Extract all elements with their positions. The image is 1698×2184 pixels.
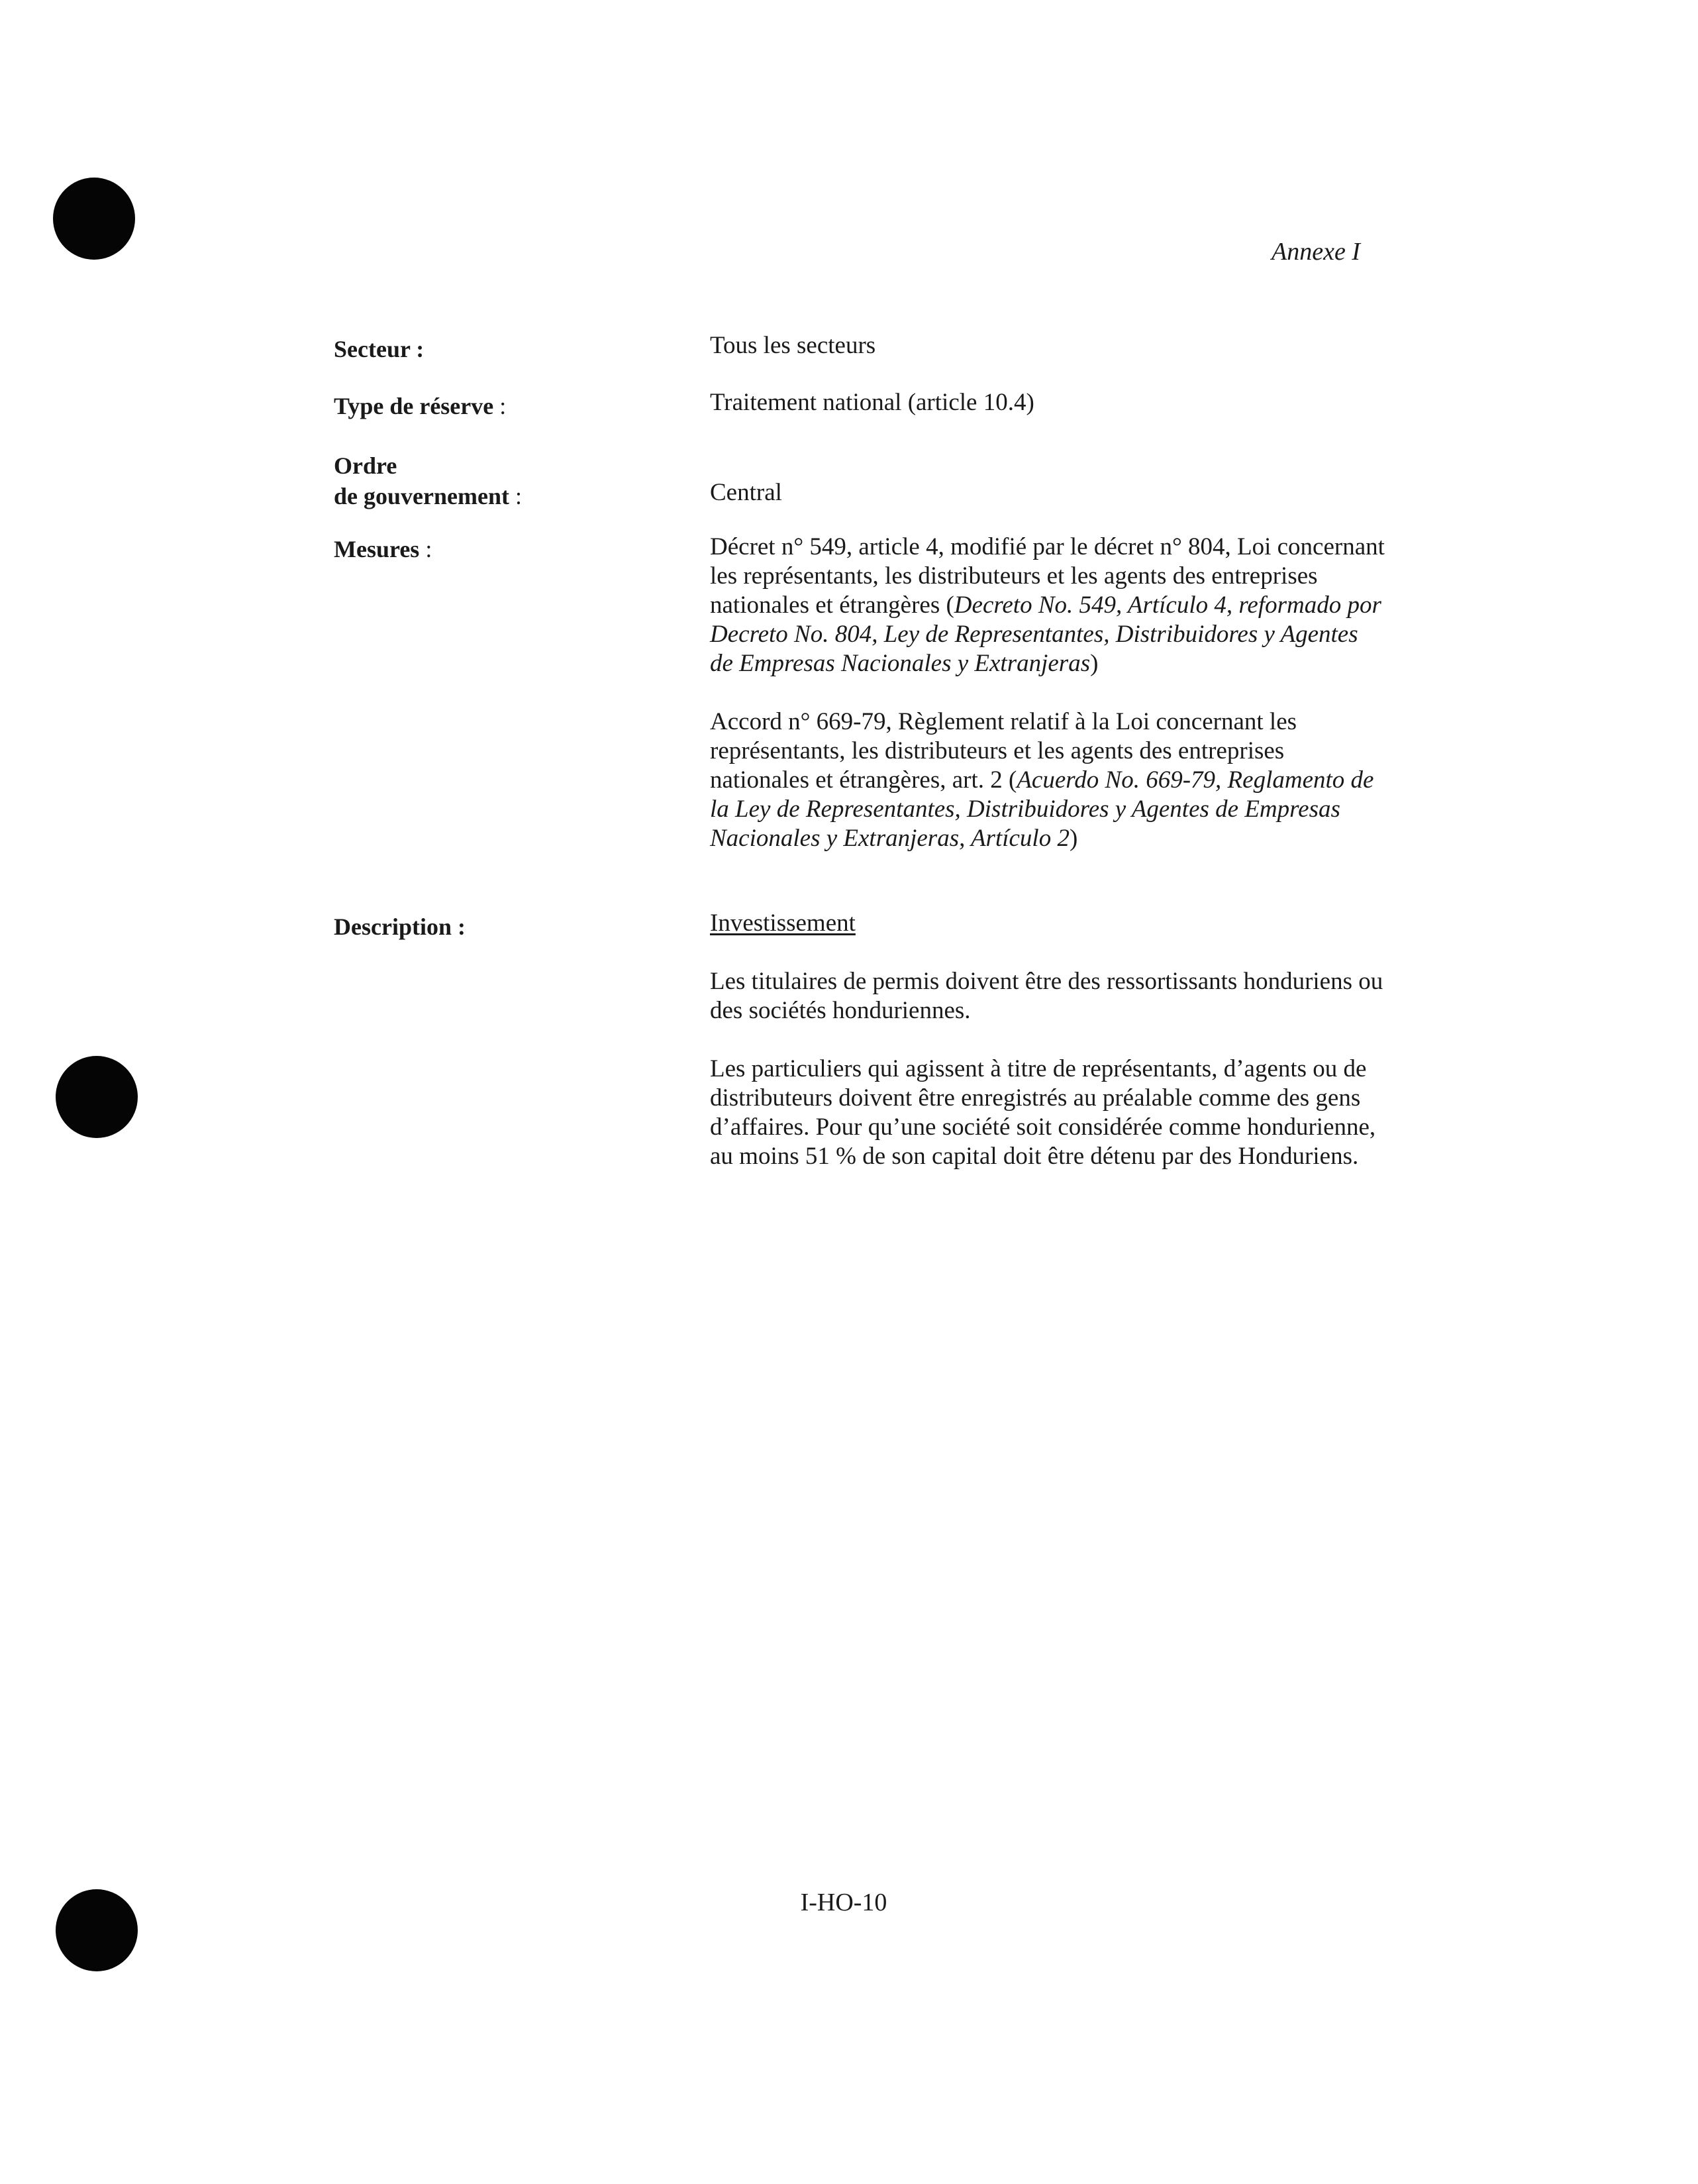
annex-header: Annexe I (1272, 238, 1360, 266)
ordre-label (334, 450, 665, 511)
ordre-label-line1: Ordre (334, 452, 397, 479)
ordre-label-line2: de gouvernement (334, 483, 509, 509)
secteur-value: Tous les secteurs (710, 332, 876, 359)
mesures-paragraph-2 (710, 707, 1385, 853)
page-footer (0, 1888, 1698, 1917)
type-reserve-value: Traitement national (article 10.4) (710, 389, 1034, 416)
mesures-p2-text: Accord n° 669-79, Règlement relatif à la Loi concernant les représentants, les distributeurs et les agents des entreprises nationales et étrangères, art. 2 ( (710, 708, 1297, 794)
punch-hole-middle (56, 1056, 138, 1138)
description-label: Description : (334, 913, 466, 940)
type-reserve-colon: : (493, 393, 507, 419)
mesures-p2-italic: Acuerdo No. 669-79, Reglamento de la Ley de Representantes, Distribuidores y Agentes de Empresas Nacionales y Extranjeras, Artículo 2 (710, 766, 1374, 852)
mesures-p2-end: ) (1069, 825, 1078, 852)
description-value (710, 909, 1385, 1171)
description-paragraph-2: Les particuliers qui agissent à titre de représentants, d’agents ou de distributeurs doivent être enregistrés au préalable comme des gens d’affaires. Pour qu’une société soit considérée comme hondurienne, au moins 51 % de son capital doit être détenu par des Honduriens. (710, 1055, 1376, 1170)
ordre-colon: : (509, 483, 522, 509)
mesures-p1-text: Décret n° 549, article 4, modifié par le décret n° 804, Loi concernant les représentants, les distributeurs et les agents des entreprises nationales et étrangères ( (710, 533, 1385, 619)
description-paragraph-1: Les titulaires de permis doivent être des ressortissants honduriens ou des sociétés honduriennes. (710, 968, 1383, 1024)
ordre-label-line2-wrap (334, 481, 665, 511)
mesures-paragraph-1 (710, 533, 1385, 678)
mesures-p1-end: ) (1090, 650, 1099, 677)
mesures-p1-italic: Decreto No. 549, Artículo 4, reformado por Decreto No. 804, Ley de Representantes, Distribuidores y Agentes de Empresas Nacionales y Extranjeras (710, 592, 1381, 677)
mesures-label (334, 534, 665, 564)
ordre-value: Central (710, 479, 782, 506)
description-subheading-text: Investissement (710, 910, 856, 937)
type-reserve-label (334, 391, 665, 421)
punch-hole-top (53, 178, 135, 260)
secteur-label: Secteur : (334, 336, 424, 362)
mesures-value (710, 533, 1385, 853)
mesures-label-text: Mesures (334, 536, 420, 562)
description-subheading (710, 909, 1385, 938)
type-reserve-label-text: Type de réserve (334, 393, 494, 419)
page-number: I-HO-10 (800, 1889, 887, 1916)
mesures-colon: : (419, 536, 432, 562)
